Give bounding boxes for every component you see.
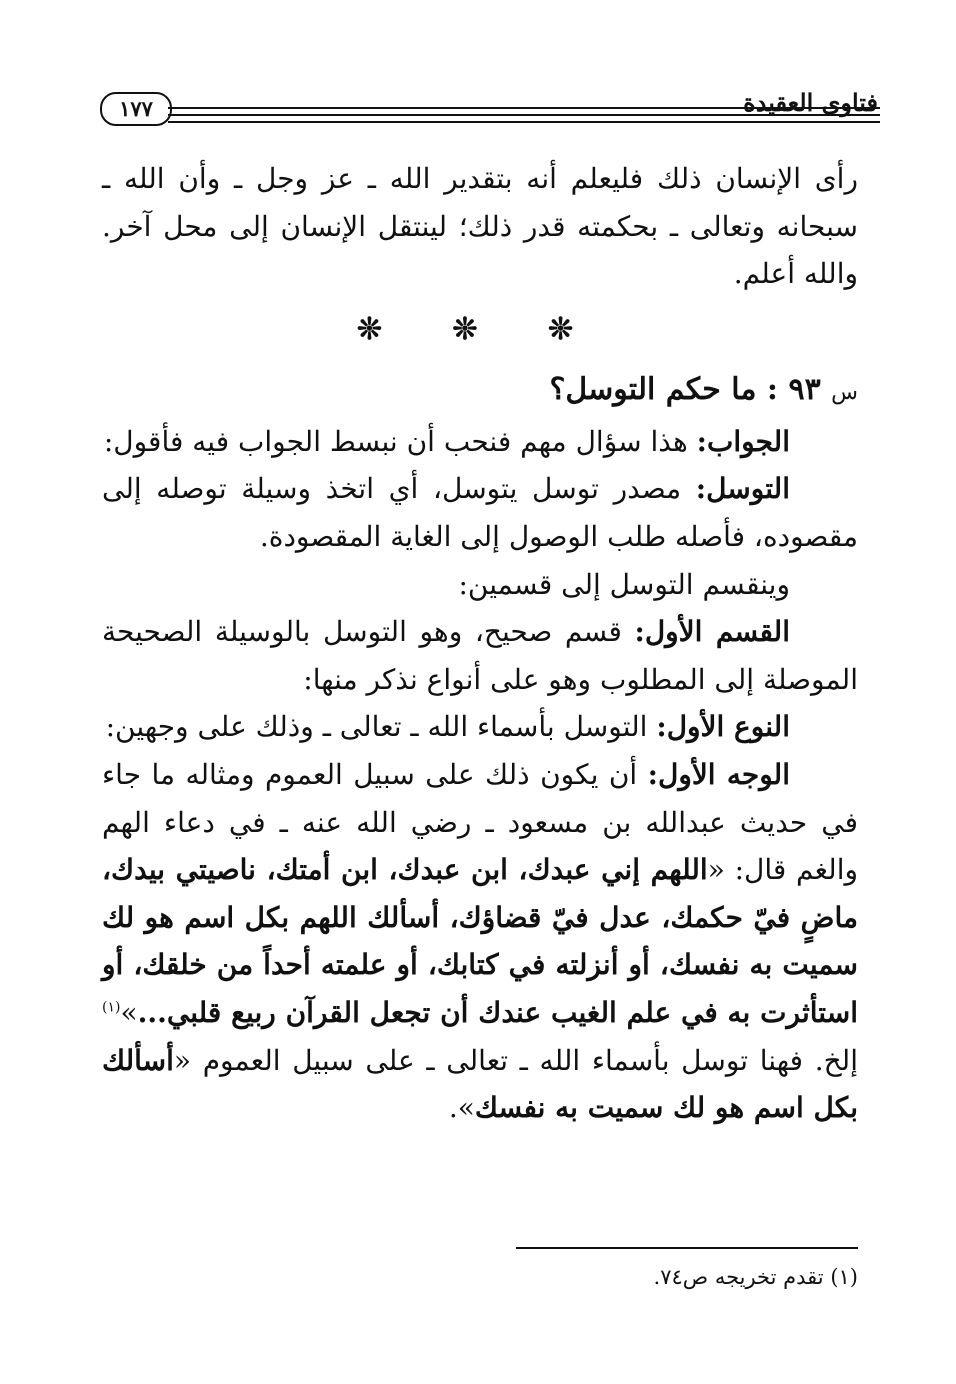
question-text: : ما حكم التوسل؟ [549, 371, 778, 407]
type1-label: النوع الأول: [656, 710, 790, 744]
question-number: ٩٣ [788, 371, 821, 407]
tawassul-label: التوسل: [695, 472, 790, 506]
question-heading [102, 362, 858, 418]
answer-label: الجواب: [696, 424, 790, 458]
footnote-reference: (١) [102, 999, 121, 1016]
hadith-quote: اللهم إني عبدك، ابن عبدك، ابن أمتك، ناصيتي بيدك، ماضٍ فيّ حكمك، عدل فيّ قضاؤك، أسألك اللهم بكل اسم هو لك سميت به نفسك، أو أنزلته في كتابك، أو علمته أحداً من خلقك، أو استأثرت به في علم الغيب عندك أن تجعل القرآن ربيع قلبي... [102, 853, 858, 1029]
face1-text: أن يكون ذلك على سبيل العموم ومثاله ما جاء في حديث عبدالله بن مسعود ـ رضي الله عنه ـ في دعاء الهم والغم قال: « [102, 757, 858, 887]
book-title: فتاوى العقيدة [743, 88, 878, 117]
paragraph-tawassul [102, 465, 858, 560]
type1-text: التوسل بأسماء الله ـ تعالى ـ وذلك على وجهين: [105, 710, 657, 744]
paragraph-face1 [102, 751, 858, 1132]
paragraph-intro: رأى الإنسان ذلك فليعلم أنه بتقدير الله ـ عز وجل ـ وأن الله ـ سبحانه وتعالى ـ بحكمته قدر ذلك؛ لينتقل الإنسان إلى محل آخر. والله أعلم. [102, 162, 858, 291]
hadith-close: » [120, 995, 138, 1029]
body-text [102, 155, 858, 1132]
footnote-text: تقدم تخريجه ص٧٤. [653, 1265, 831, 1289]
page-header [100, 88, 880, 138]
footnote-divider [516, 1247, 858, 1249]
header-rule [168, 107, 880, 109]
tawassul-text: مصدر توسل يتوسل، أي اتخذ وسيلة توصله إلى مقصوده، فأصله طلب الوصول إلى الغاية المقصودة. [102, 472, 858, 553]
paragraph-division: وينقسم التوسل إلى قسمين: [458, 567, 790, 601]
section1-text: قسم صحيح، وهو التوسل بالوسيلة الصحيحة الموصلة إلى المطلوب وهو على أنواع نذكر منها: [102, 615, 858, 696]
paragraph-answer [102, 418, 858, 466]
question-mark: س [831, 379, 858, 405]
paragraph-type1 [102, 703, 858, 751]
page-number: ١٧٧ [100, 92, 172, 126]
header-rule [168, 114, 880, 116]
footnote [102, 1262, 858, 1292]
paragraph-section1 [102, 608, 858, 703]
header-rule [168, 121, 880, 123]
section1-label: القسم الأول: [634, 615, 790, 649]
face1-end: ». [448, 1091, 475, 1125]
footnote-number: (١) [830, 1265, 858, 1289]
face1-quote: أسألك بكل اسم هو لك سميت به نفسك [102, 1043, 858, 1125]
face1-after: إلخ. فهنا توسل بأسماء الله ـ تعالى ـ على سبيل العموم « [173, 1043, 858, 1077]
section-separator: ❊ ❊ ❊ [356, 311, 604, 347]
answer-text: هذا سؤال مهم فنحب أن نبسط الجواب فيه فأقول: [103, 424, 697, 458]
face1-label: الوجه الأول: [647, 757, 790, 791]
